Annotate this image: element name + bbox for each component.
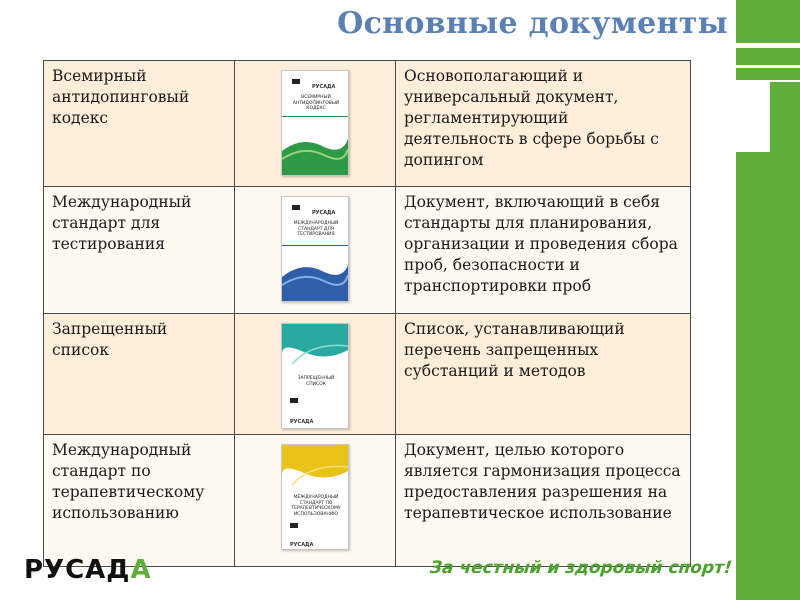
slogan-text: За честный и здоровый спорт! <box>429 558 734 578</box>
document-description: Документ, целью которого является гармонизация процесса предоставления разрешения на терапевтическое использование <box>396 435 691 567</box>
teal-document-cover-icon <box>281 323 349 429</box>
document-description: Основополагающий и универсальный документ, регламентирующий деятельность в сфере борьбы с допингом <box>396 61 691 187</box>
cover-title: МЕЖДУНАРОДНЫЙ СТАНДАРТ ПО ТЕРАПЕВТИЧЕСКОМУ ИСПОЛЬЗОВАНИЮ <box>291 495 341 517</box>
document-name: Всемирный антидопинговый кодекс <box>44 61 235 187</box>
logo-main-text: РУСАД <box>24 555 131 585</box>
page-title: Основные документы <box>337 6 728 41</box>
blue-document-cover-icon <box>281 196 349 302</box>
cover-brand: РУСАДА <box>290 542 314 548</box>
document-cover-cell <box>235 314 396 435</box>
cover-title: МЕЖДУНАРОДНЫЙ СТАНДАРТ ДЛЯ ТЕСТИРОВАНИЯ <box>293 221 339 237</box>
green-document-cover-icon <box>281 70 349 176</box>
table-row <box>44 61 691 187</box>
cover-title: ЗАПРЕЩЕННЫЙ СПИСОК <box>297 376 335 387</box>
document-description: Документ, включающий в себя стандарты для планирования, организации и проведения сбора проб, безопасности и транспортировки проб <box>396 187 691 314</box>
document-name: Международный стандарт по терапевтическому использованию <box>44 435 235 567</box>
table-row <box>44 435 691 567</box>
document-name: Запрещенный список <box>44 314 235 435</box>
cover-brand: РУСАДА <box>290 419 314 425</box>
yellow-document-cover-icon <box>281 444 349 550</box>
document-cover-cell <box>235 187 396 314</box>
decorative-bar <box>770 82 800 102</box>
decorative-bar <box>736 0 800 43</box>
cover-title: ВСЕМИРНЫЙ АНТИДОПИНГОВЫЙ КОДЕКС <box>292 95 340 111</box>
cover-brand: РУСАДА <box>312 210 336 216</box>
rusada-logo <box>24 555 152 585</box>
documents-table <box>43 60 691 567</box>
table-row <box>44 314 691 435</box>
cover-brand: РУСАДА <box>312 84 336 90</box>
decorative-bar <box>736 68 800 80</box>
document-description: Список, устанавливающий перечень запрещенных субстанций и методов <box>396 314 691 435</box>
document-cover-cell <box>235 61 396 187</box>
logo-tail-text: А <box>130 555 152 585</box>
table-row <box>44 187 691 314</box>
decorative-bar <box>736 48 800 65</box>
decorative-bar <box>736 152 800 600</box>
document-name: Международный стандарт для тестирования <box>44 187 235 314</box>
document-cover-cell <box>235 435 396 567</box>
